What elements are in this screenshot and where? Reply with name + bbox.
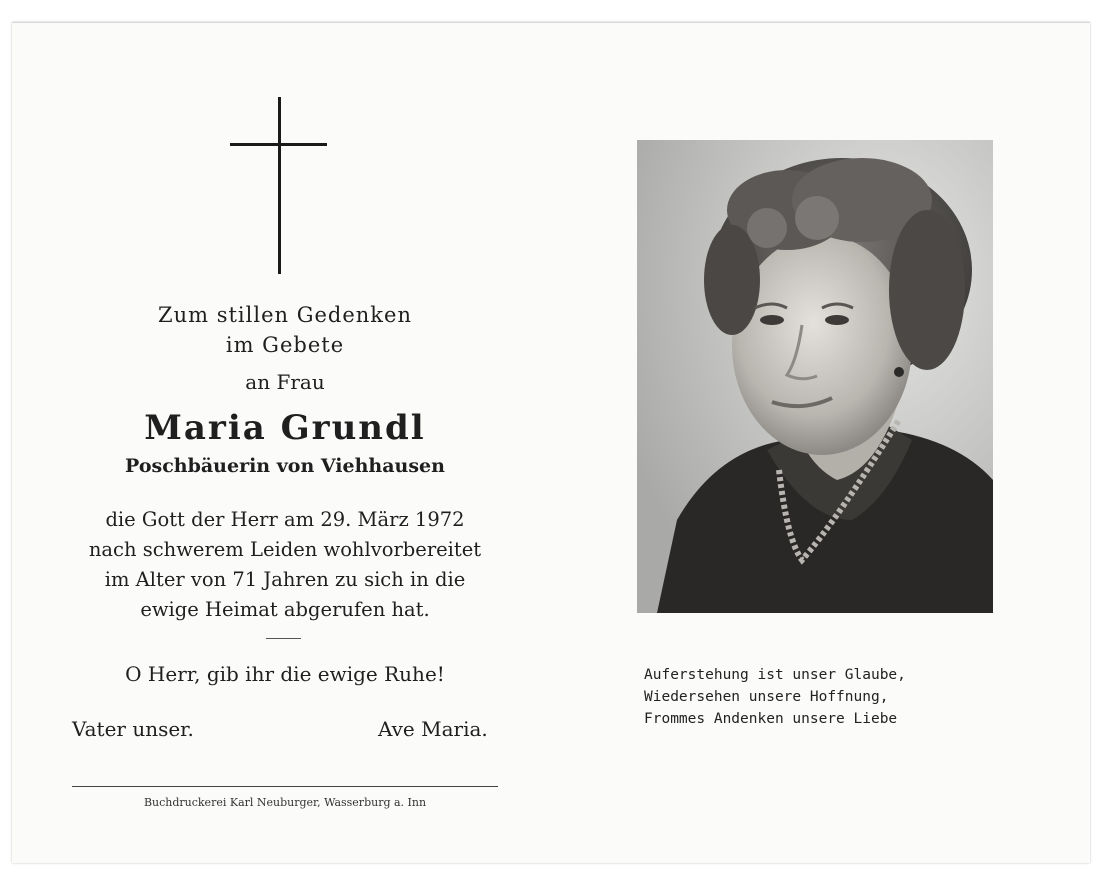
obituary-text [60, 505, 510, 625]
footer-divider [72, 786, 498, 787]
divider [266, 638, 301, 639]
quote-line: Wiedersehen unsere Hoffnung, [644, 689, 889, 705]
heading-line-3: an Frau [245, 370, 325, 394]
quote-line: Frommes Andenken unsere Liebe [644, 711, 898, 727]
cross-icon-bar [230, 143, 327, 146]
heading-line-1: Zum stillen Gedenken [158, 303, 412, 327]
portrait-photo [637, 140, 993, 613]
quote-line: Auferstehung ist unser Glaube, [644, 667, 906, 683]
prayer-line: O Herr, gib ihr die ewige Ruhe! [125, 662, 445, 686]
deceased-subtitle: Poschbäuerin von Viehhausen [125, 455, 445, 477]
obituary-line: ewige Heimat abgerufen hat. [140, 598, 430, 621]
deceased-name: Maria Grundl [144, 408, 426, 448]
vater-unser-label: Vater unser. [72, 717, 194, 741]
heading-line-2: im Gebete [225, 333, 345, 357]
ave-maria-label: Ave Maria. [378, 717, 488, 741]
printer-credit: Buchdruckerei Karl Neuburger, Wasserburg a. Inn [143, 796, 427, 809]
obituary-line: im Alter von 71 Jahren zu sich in die [104, 568, 466, 591]
cross-icon [278, 97, 281, 274]
obituary-line: die Gott der Herr am 29. März 1972 [105, 508, 465, 531]
obituary-line: nach schwerem Leiden wohlvorbereitet [88, 538, 482, 561]
memorial-quote [644, 664, 906, 730]
